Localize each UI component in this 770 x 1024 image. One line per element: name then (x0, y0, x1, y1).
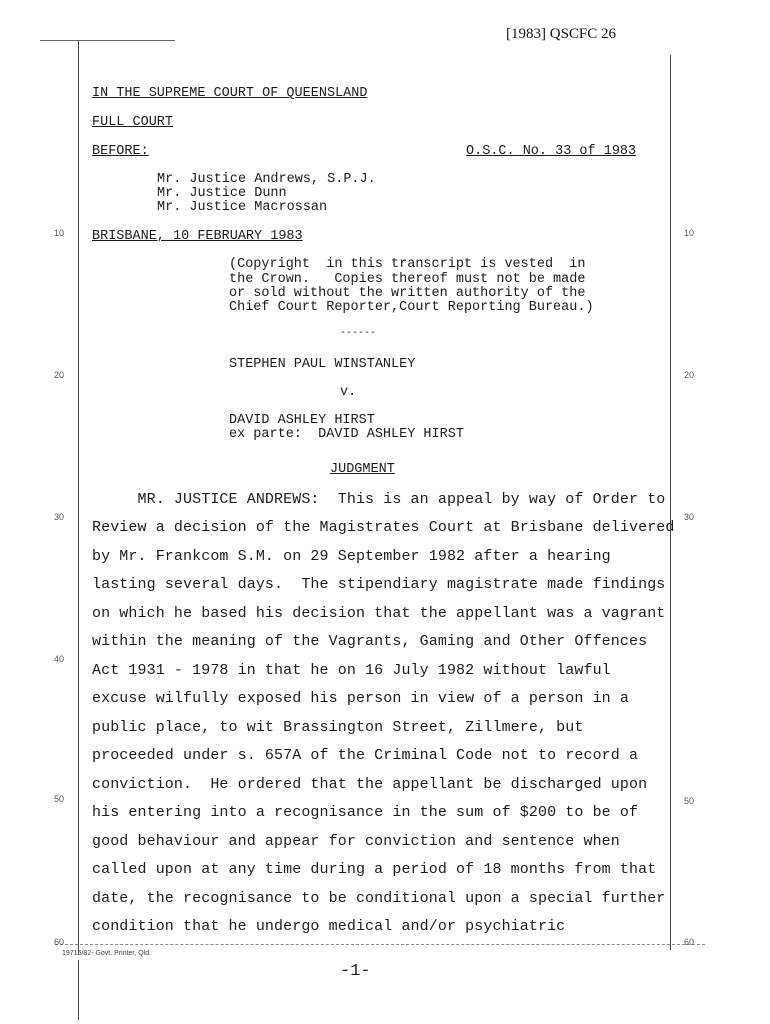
body-line: lasting several days. The stipendiary magistrate made findings (92, 576, 666, 593)
body-line: his entering into a recognisance in the sum of $200 to be of (92, 804, 639, 821)
line-number-right-30: 30 (684, 512, 695, 522)
body-line: called upon at any time during a period of 18 months from that (92, 861, 657, 878)
judge-3: Mr. Justice Macrossan (157, 200, 328, 215)
copyright-line-2: the Crown. Copies thereof must not be made (229, 272, 586, 287)
ex-parte: ex parte: DAVID ASHLEY HIRST (229, 427, 464, 442)
copyright-line-4: Chief Court Reporter,Court Reporting Bureau.) (229, 300, 594, 315)
party-2: DAVID ASHLEY HIRST (229, 413, 375, 428)
full-court-label: FULL COURT (92, 115, 174, 130)
divider: ------ (340, 328, 377, 339)
place-date: BRISBANE, 10 FEBRUARY 1983 (92, 229, 303, 244)
left-margin-rule (78, 40, 79, 955)
body-line: date, the recognisance to be conditional upon a special further (92, 890, 666, 907)
versus: v. (340, 385, 357, 400)
printer-note: 19716/82- Govt. Printer, Qld. (62, 950, 152, 957)
judge-2: Mr. Justice Dunn (157, 186, 287, 201)
case-number: O.S.C. No. 33 of 1983 (466, 144, 637, 159)
body-line: excuse wilfully exposed his person in view of a person in a (92, 690, 629, 707)
citation: [1983] QSCFC 26 (506, 26, 617, 42)
body-line: good behaviour and appear for conviction and sentence when (92, 833, 620, 850)
copyright-line-1: (Copyright in this transcript is vested in (229, 257, 586, 272)
body-line: Review a decision of the Magistrates Court at Brisbane delivered (92, 519, 675, 536)
body-line: within the meaning of the Vagrants, Gaming and Other Offences (92, 633, 648, 650)
judgment-heading: JUDGMENT (330, 462, 395, 477)
court-name: IN THE SUPREME COURT OF QUEENSLAND (92, 86, 368, 101)
body-line: conviction. He ordered that the appellant be discharged upon (92, 776, 648, 793)
body-line: Act 1931 - 1978 in that he on 16 July 1982 without lawful (92, 662, 611, 679)
line-number-left-30: 30 (54, 512, 65, 522)
body-line: proceeded under s. 657A of the Criminal Code not to record a (92, 747, 639, 764)
copyright-line-3: or sold without the written authority of the (229, 286, 586, 301)
top-rule (40, 40, 175, 41)
body-line: condition that he undergo medical and/or psychiatric (92, 918, 566, 935)
line-number-left-40: 40 (54, 654, 65, 664)
judge-1: Mr. Justice Andrews, S.P.J. (157, 172, 376, 187)
line-number-left-10: 10 (54, 228, 65, 238)
body-line: by Mr. Frankcom S.M. on 29 September 1982 after a hearing (92, 548, 611, 565)
body-line: MR. JUSTICE ANDREWS: This is an appeal by way of Order to (92, 491, 666, 508)
line-number-left-50: 50 (54, 794, 65, 804)
line-number-right-20: 20 (684, 370, 695, 380)
body-line: on which he based his decision that the appellant was a vagrant (92, 605, 666, 622)
before-label: BEFORE: (92, 144, 149, 159)
line-number-left-60: 60 (54, 937, 65, 947)
body-line: public place, to wit Brassington Street, Zillmere, but (92, 719, 584, 736)
line-number-right-10: 10 (684, 228, 695, 238)
party-1: STEPHEN PAUL WINSTANLEY (229, 357, 416, 372)
line-number-right-60: 60 (684, 937, 695, 947)
line-number-right-50: 50 (684, 796, 695, 806)
bottom-rule (55, 944, 705, 946)
bottom-tick (78, 960, 79, 1020)
page-number: -1- (340, 962, 371, 981)
line-number-left-20: 20 (54, 370, 65, 380)
